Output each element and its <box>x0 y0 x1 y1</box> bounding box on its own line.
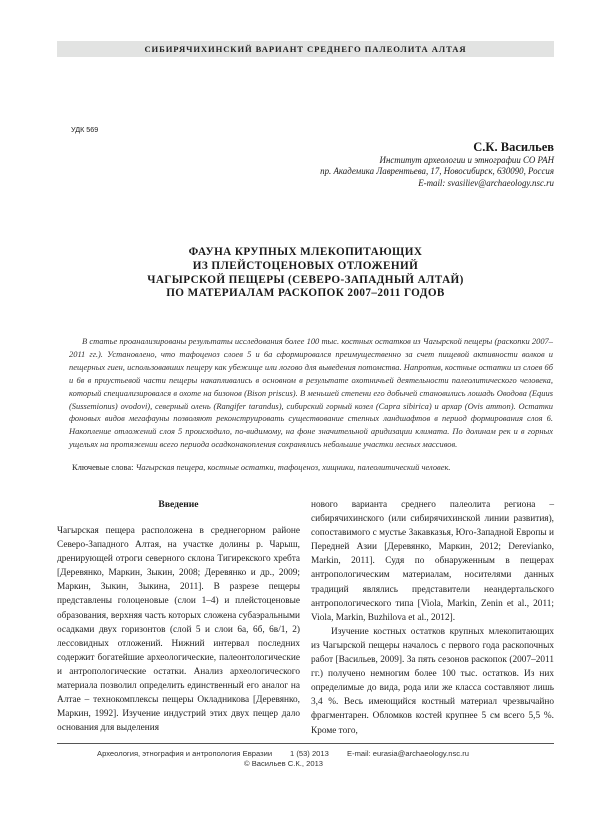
author-email[interactable]: E-mail: svasiliev@archaeology.nsc.ru <box>418 177 554 188</box>
author-address: пр. Академика Лаврентьева, 17, Новосибирск, 630090, Россия <box>320 166 554 177</box>
footer-journal: Археология, этнография и антропология Евразии <box>97 749 273 758</box>
author-block <box>154 140 554 189</box>
title-line: ИЗ ПЛЕЙСТОЦЕНОВЫХ ОТЛОЖЕНИЙ <box>192 259 419 272</box>
footer-divider <box>57 743 554 744</box>
udk-code: УДК 569 <box>71 125 99 134</box>
footer-email[interactable]: E-mail: eurasia@archaeology.nsc.ru <box>347 749 469 758</box>
article-title <box>57 246 554 301</box>
body-column-left <box>57 498 300 735</box>
keywords-label: Ключевые слова: <box>72 462 134 472</box>
abstract: В статье проанализированы результаты исследования более 100 тыс. костных остатков из Чагырской пещеры (раскопки 2007–2011 гг.). Установлено, что тафоценоз слоев 5 и 6а сформировался преимущественно за счет пищевой активности волков и пещерных гиен, использовавших пещеру как убежище или логово для выведения потомства. Напротив, костные остатки из слоев 6б и 6в в приустьевой части пещеры накапливались в основном в результате охотничьей деятельности палеолитического человека, который специализировался в охоте на бизонов (Bison priscus). В меньшей степени его добычей становились лошадь Оводова (Equus (Sussemionus) ovodovi), северный олень (Rangifer tarandus), сибирский горный козел (Capra sibirica) и архар (Ovis ammon). Остатки фоновых видов мегафауны позволяют реконструировать существование степных ландшафтов в период формирования слоя 6. Накопление отложений слоя 5 происходило, по-видимому, на фоне значительной аридизации климата. По долинам рек и в горных ущельях на протяжении всего периода осадконакопления сохранялись небольшие участки лесных массивов. <box>69 336 553 450</box>
body-paragraph: Чагырская пещера расположена в среднегорном районе Северо-Западного Алтая, на участке долины р. Чарыш, дренирующей отроги северного склона Тигирекского хребта [Деревянко, Маркин, Зыкин, 2008; Деревянко и др., 2009; Маркин, Зыкин, Зыкина, 2011]. В разрезе пещеры представлены голоценовые (слои 1–4) и плейстоценовые образования, верхняя часть которых сложена субаэральными осадками двух горизонтов (слой 5 и слои 6а, 6б, 6в/1, 2) лессовидных отложений. Нижний интервал последних содержит богатейшие археологические, палеонтологические и антропологические остатки. Анализ археологического материала позволил определить единственный его аналог на Алтае – технокомплексы пещеры Окладникова [Деревянко, Маркин, 1992]. Изучение индустрий этих двух пещер дало основания для выделения <box>57 526 300 734</box>
title-line: ФАУНА КРУПНЫХ МЛЕКОПИТАЮЩИХ <box>188 246 423 258</box>
title-line: ЧАГЫРСКОЙ ПЕЩЕРЫ (СЕВЕРО-ЗАПАДНЫЙ АЛТАЙ) <box>147 273 464 286</box>
author-affiliation: Институт археологии и этнографии СО РАН <box>379 155 554 165</box>
body-paragraph: Изучение костных остатков крупных млекопитающих из Чагырской пещеры началось с первого года раскопочных работ [Васильев, 2009]. За пять сезонов раскопок (2007–2011 гг.) получено немногим более 100 тыс. остатков. Из них определимые до вида, рода или же класса составляют лишь 3,4 %. Весь имеющийся костный материал чрезвычайно фрагментарен. Обломков костей крупнее 5 см всего 5,5 %. Кроме того, <box>311 626 554 736</box>
running-head <box>57 41 554 57</box>
keywords <box>72 462 552 472</box>
footer-issue: 1 (53) 2013 <box>290 749 329 758</box>
title-line: ПО МАТЕРИАЛАМ РАСКОПОК 2007–2011 ГОДОВ <box>166 287 445 300</box>
section-heading: Введение <box>158 499 199 510</box>
keywords-text: Чагырская пещера, костные остатки, тафоценоз, хищники, палеолитический человек. <box>135 462 451 472</box>
body-paragraph: нового варианта среднего палеолита региона – сибирячихинского (или сибирячихинской линии развития), сопоставимого с мустье Закавказья, Юго-Западной Европы и Передней Азии [Деревянко, Маркин, 2012; Derevianko, Markin, 2011]. Судя по обнаруженным в пещерах антропологическим материалам, носителями данных традиций являлись представители неандертальского антропологического типа [Viola, Markin, Zenin et al., 2011; Viola, Markin, Buzhilova et al., 2012]. <box>311 500 554 623</box>
running-head-text: СИБИРЯЧИХИНСКИЙ ВАРИАНТ СРЕДНЕГО ПАЛЕОЛИТА АЛТАЯ <box>144 44 467 54</box>
footer-copyright: © Васильев С.К., 2013 <box>244 759 324 768</box>
author-name: С.К. Васильев <box>473 140 554 154</box>
body-column-right <box>311 498 554 738</box>
